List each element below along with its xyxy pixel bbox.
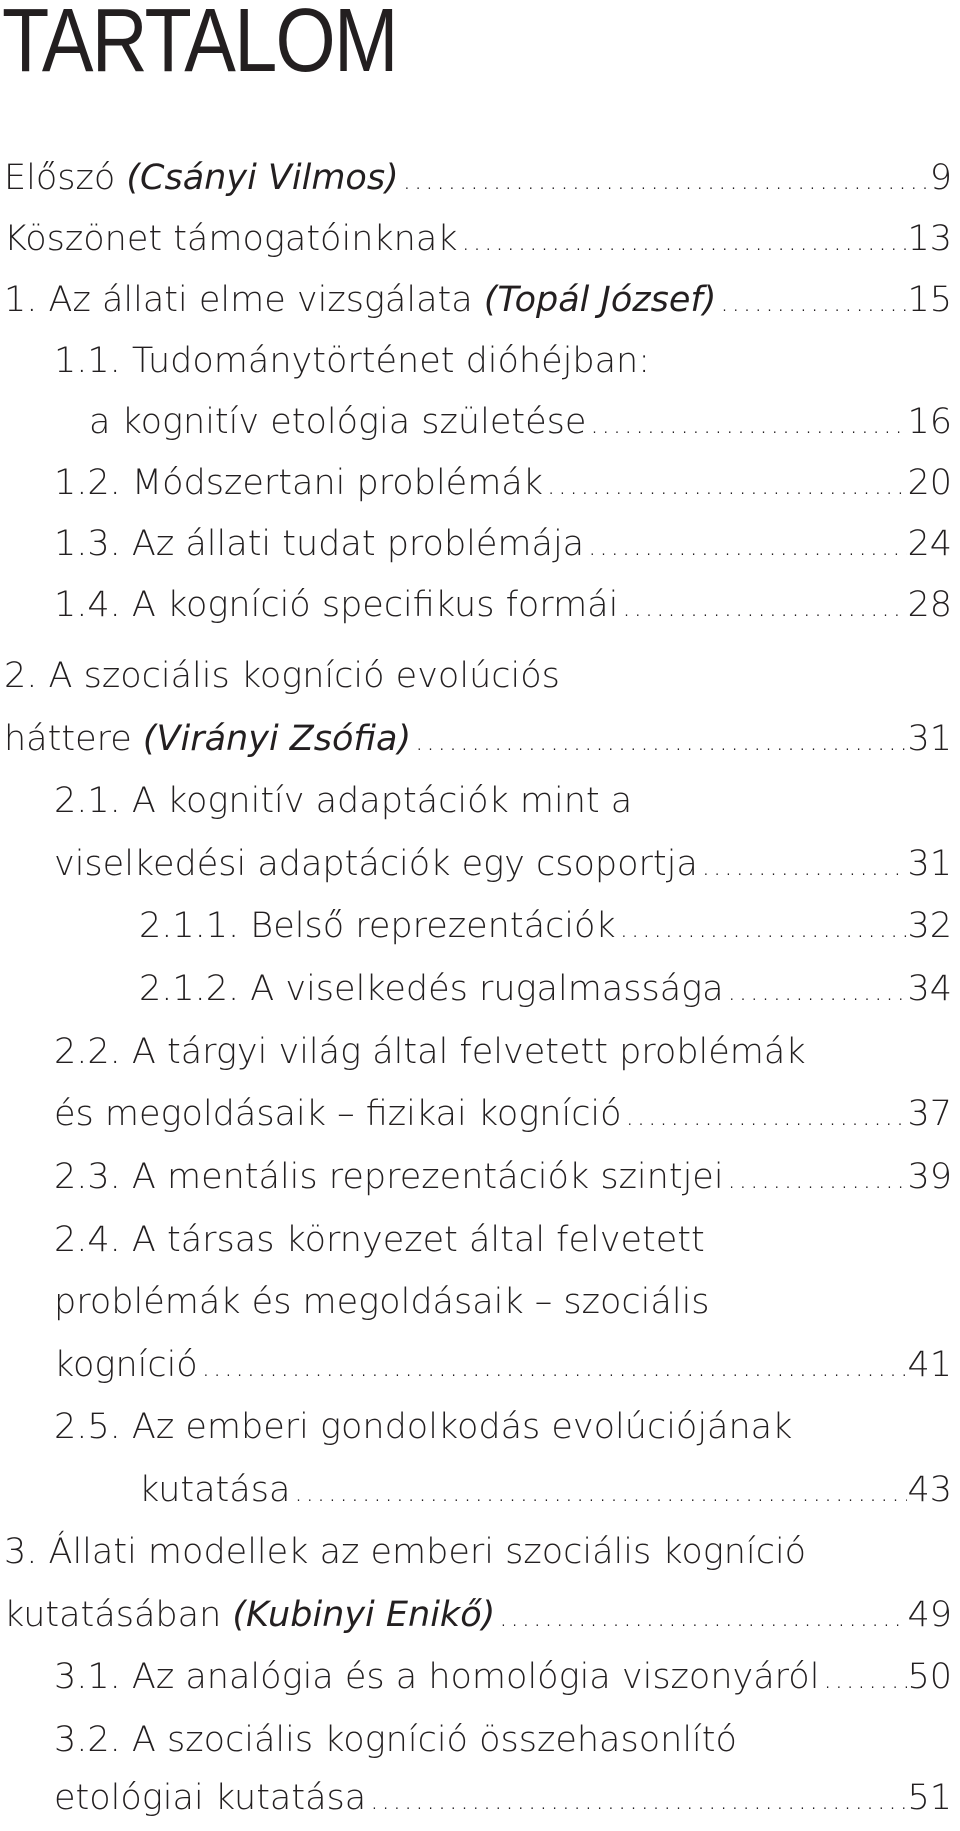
page-number: 41 [907,1345,952,1385]
page-number: 37 [907,1094,952,1134]
toc-entry[interactable]: viselkedési adaptációk egy csoportja ..... 31 [54,834,952,894]
page-number: 28 [907,585,952,625]
dot-leader [819,1650,907,1710]
dot-leader [458,212,908,272]
page-number: 24 [907,524,952,564]
page-number: 15 [907,280,952,320]
dot-leader [724,1150,908,1210]
toc-entry[interactable]: 1.2. Módszertani problémák ..... 20 [54,453,952,513]
dot-leader [399,151,930,211]
page-number: 16 [907,402,952,442]
toc-entry[interactable]: 2.4. A társas környezet által felvetett [54,1220,705,1260]
dot-leader [586,395,907,455]
toc-entry[interactable]: a kognitív etológia születése ..... 16 [89,392,952,452]
page-number: 51 [907,1778,952,1818]
dot-leader [616,899,908,959]
page-number: 34 [907,969,952,1009]
page-number: 20 [907,463,952,503]
page-number: 31 [907,719,952,759]
toc-entry[interactable]: 3. Állati modellek az emberi szociális kogníció [4,1532,807,1572]
toc-entry[interactable]: 1.4. A kogníció specifikus formái ..... 28 [54,575,952,635]
toc-entry[interactable]: 1.1. Tudománytörténet dióhéjban: [54,341,651,381]
page-number: 39 [907,1157,952,1197]
page-number: 32 [907,906,952,946]
toc-entry[interactable]: kutatása ..... 43 [139,1460,952,1520]
dot-leader [724,962,908,1022]
dot-leader [622,1087,908,1147]
toc-entry[interactable]: 3.1. Az analógia és a homológia viszonyáról ..... 50 [54,1647,952,1707]
toc-entry[interactable]: 2.1.1. Belső reprezentációk ..... 32 [139,896,952,956]
toc-entry[interactable]: 1.3. Az állati tudat problémája ..... 24 [54,514,952,574]
dot-leader [198,1338,908,1398]
toc-entry[interactable]: kutatásában (Kubinyi Enikő) ..... 49 [4,1585,952,1645]
toc-entry[interactable]: 2.2. A tárgyi világ által felvetett problémák [54,1032,806,1072]
dot-leader [495,1588,907,1648]
page-number: 9 [929,158,952,198]
toc-entry[interactable]: 3.2. A szociális kogníció összehasonlító [54,1720,737,1760]
toc-entry[interactable]: Előszó (Csányi Vilmos) ..... 9 [4,148,952,208]
toc-entry[interactable]: 2. A szociális kogníció evolúciós [4,656,560,696]
page-number: 50 [907,1657,952,1697]
toc-entry[interactable]: 2.3. A mentális reprezentációk szintjei ..... 39 [54,1147,952,1207]
toc-entry[interactable]: etológiai kutatása ..... 51 [54,1768,952,1828]
toc-entry[interactable]: Köszönet támogatóinknak ..... 13 [4,209,952,269]
page-number: 31 [907,844,952,884]
toc-entry[interactable]: 2.1.2. A viselkedés rugalmassága ..... 34 [139,959,952,1019]
dot-leader [411,712,907,772]
dot-leader [584,517,907,577]
dot-leader [290,1463,907,1523]
page-number: 43 [907,1470,952,1510]
toc-entry[interactable]: 2.5. Az emberi gondolkodás evolúciójának [54,1407,793,1447]
dot-leader [716,273,907,333]
dot-leader [698,837,908,897]
dot-leader [618,578,907,638]
toc-entry[interactable]: problémák és megoldásaik – szociális [54,1282,710,1322]
toc-entry[interactable]: és megoldásaik – fizikai kogníció ..... 37 [54,1084,952,1144]
toc-entry[interactable]: 2.1. A kognitív adaptációk mint a [54,781,633,821]
dot-leader [543,456,907,516]
page-number: 49 [907,1595,952,1635]
toc-entry[interactable]: 1. Az állati elme vizsgálata (Topál József) ..... 15 [4,270,952,330]
dot-leader [366,1771,907,1831]
toc-entry[interactable]: háttere (Virányi Zsófia) ..... 31 [4,709,952,769]
page-title: TARTALOM [2,0,397,91]
page-number: 13 [907,219,952,259]
toc-entry[interactable]: kogníció ..... 41 [54,1335,952,1395]
